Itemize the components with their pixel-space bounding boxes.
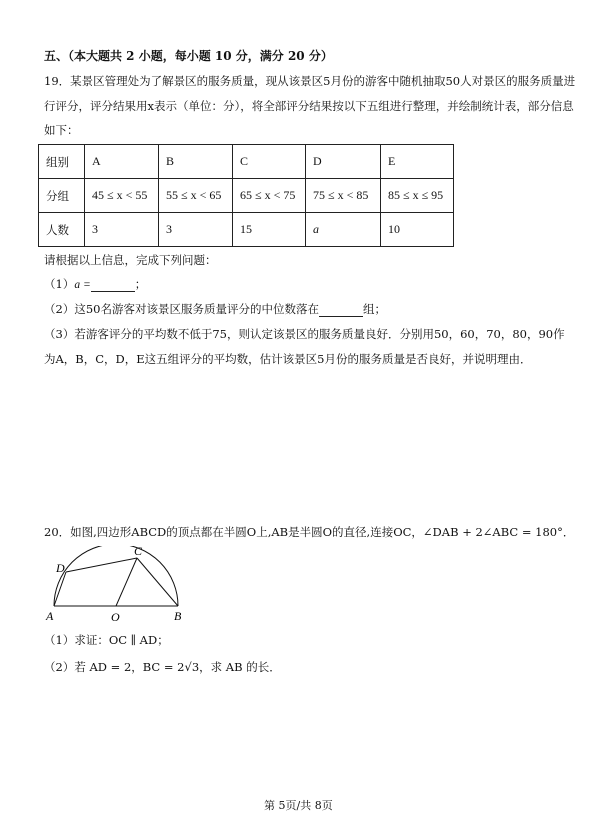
table-cell: 45 ≤ x < 55 (85, 179, 159, 213)
q19-part-3-line-1: （3）若游客评分的平均数不低于75，则认定该景区的服务质量良好．分别用50，60，70，80，90作 (44, 327, 565, 341)
table-row (39, 179, 454, 213)
q19-intro: 请根据以上信息，完成下列问题： (44, 253, 217, 267)
q19-line-1: 19．某景区管理处为了解景区的服务质量，现从该景区5月份的游客中随机抽取50人对景区的服务质量进 (44, 74, 576, 88)
table-row (39, 213, 454, 247)
table-cell: 75 ≤ x < 85 (306, 179, 381, 213)
page-number: 第 5页/共 8页 (264, 799, 333, 812)
table-cell: 65 ≤ x < 75 (233, 179, 306, 213)
table-cell: 3 (85, 213, 159, 247)
segment-oc (116, 558, 137, 606)
q20-line-1: 20．如图,四边形ABCD的顶点都在半圆O上,AB是半圆O的直径,连接OC，∠DAB + 2∠ABC = 180°． (44, 525, 575, 539)
table-cell: A (85, 145, 159, 179)
table-cell: E (381, 145, 454, 179)
label-d: D (56, 561, 65, 575)
label-a: A (46, 609, 54, 623)
label-o: O (111, 610, 120, 624)
table-row (39, 145, 454, 179)
part-2-text: （2）这50名游客对该景区服务质量评分的中位数落在 (44, 302, 319, 316)
score-table (38, 144, 454, 247)
q19-part-3-line-2: 为A，B，C，D，E这五组评分的平均数，估计该景区5月份的服务质量是否良好，并说明理由． (44, 352, 532, 366)
table-cell: 10 (381, 213, 454, 247)
table-cell: D (306, 145, 381, 179)
q20-part-2: （2）若 AD = 2，BC = 2√3，求 AB 的长． (44, 660, 281, 674)
answer-blank (319, 302, 363, 317)
table-cell: 85 ≤ x ≤ 95 (381, 179, 454, 213)
label-c: C (134, 546, 143, 558)
semicircle-figure (40, 546, 190, 626)
q19-line-3: 如下： (44, 123, 79, 137)
q19-line-2: 行评分，评分结果用x表示（单位：分），将全部评分结果按以下五组进行整理，并绘制统计表，部分信息 (44, 99, 574, 113)
table-cell: 组别 (39, 145, 85, 179)
table-cell: 15 (233, 213, 306, 247)
segment-cb (137, 558, 178, 606)
section-title: 五、（本大题共 2 小题，每小题 10 分，满分 20 分） (44, 49, 333, 63)
answer-blank (91, 277, 135, 292)
table-cell: B (159, 145, 233, 179)
part-2-end: 组； (362, 302, 386, 316)
table-cell: a (306, 213, 381, 247)
segment-dc (66, 558, 137, 572)
q19-part-1 (44, 276, 146, 292)
label-b: B (174, 609, 182, 623)
table-cell: 分组 (39, 179, 85, 213)
table-cell: 55 ≤ x < 65 (159, 179, 233, 213)
table-cell: C (233, 145, 306, 179)
table-cell: 人数 (39, 213, 85, 247)
semicircle-arc (54, 546, 178, 606)
q19-part-2 (44, 301, 386, 317)
variable-a: a = (74, 279, 91, 291)
q20-part-1: （1）求证：OC ∥ AD； (44, 633, 169, 647)
punct: ； (134, 277, 147, 291)
table-cell: 3 (159, 213, 233, 247)
part-label: （1） (44, 277, 75, 291)
